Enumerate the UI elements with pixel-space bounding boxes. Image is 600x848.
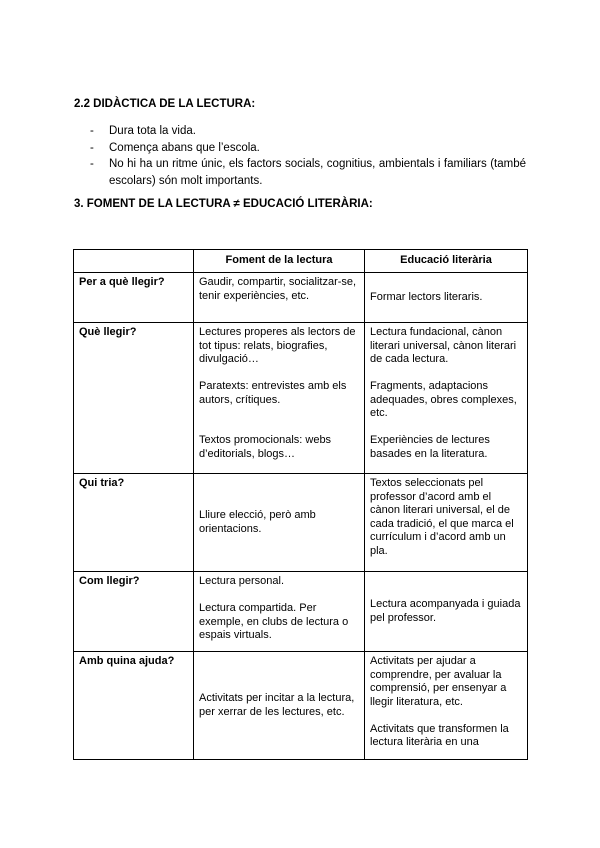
section-3-heading: 3. FOMENT DE LA LECTURA ≠ EDUCACIÓ LITERÀRIA: [74,198,373,210]
table-header-row [74,250,528,273]
list-item [90,123,526,140]
row-label: Qui tria? [74,474,194,572]
cell-paragraph: Textos seleccionats pel professor d’acord amb el cànon literari universal, el de cada tradició, el que marca el currículum i d’acord amb un pla. [370,477,514,557]
educacio-cell [365,273,528,323]
cell-paragraph: Paratexts: entrevistes amb els autors, crítiques. [199,380,347,406]
foment-cell [194,652,365,760]
cell-paragraph: Lectura compartida. Per exemple, en clubs de lectura o espais virtuals. [199,602,349,641]
table-row [74,474,528,572]
cell-paragraph: Lectura acompanyada i guiada pel professor. [370,598,521,624]
educacio-cell [365,572,528,652]
row-label: Com llegir? [74,572,194,652]
header-foment: Foment de la lectura [194,250,365,273]
foment-cell [194,273,365,323]
list-item-text: Dura tota la vida. [109,125,196,137]
bullet-dash: - [90,125,94,137]
educacio-cell [365,323,528,474]
list-item [90,156,526,189]
cell-paragraph: Activitats per incitar a la lectura, per xerrar de les lectures, etc. [199,692,355,718]
header-educacio: Educació literària [365,250,528,273]
foment-cell [194,572,365,652]
section-2-2-heading: 2.2 DIDÀCTICA DE LA LECTURA: [74,98,256,110]
cell-paragraph: Lectures properes als lectors de tot tipus: relats, biografies, divulgació… [199,326,356,365]
foment-cell [194,474,365,572]
bullet-dash: - [90,158,94,170]
cell-paragraph: Fragments, adaptacions adequades, obres complexes, etc. [370,380,517,419]
cell-paragraph: Activitats que transformen la lectura literària en una [370,722,509,748]
table-row [74,572,528,652]
row-label: Amb quina ajuda? [74,652,194,760]
table-row [74,323,528,474]
list-item-text: Comença abans que l’escola. [109,141,260,154]
table-row [74,273,528,323]
cell-paragraph: Gaudir, compartir, socialitzar-se, tenir experiències, etc. [199,276,357,302]
cell-paragraph: Lectura personal. [199,575,284,587]
foment-cell [194,323,365,474]
cell-paragraph: Lliure elecció, però amb orientacions. [199,509,316,535]
educacio-cell [365,474,528,572]
table-row [74,652,528,760]
row-label: Què llegir? [74,323,194,474]
reading-didactics-list [90,123,526,189]
row-label: Per a què llegir? [74,273,194,323]
cell-paragraph: Activitats per ajudar a comprendre, per avaluar la comprensió, per ensenyar a llegir literatura, etc. [370,655,507,708]
list-item [90,140,526,157]
cell-paragraph: Experiències de lectures basades en la literatura. [370,434,490,460]
educacio-cell [365,652,528,760]
header-empty-cell [74,250,194,273]
list-item-text: No hi ha un ritme únic, els factors socials, cognitius, ambientals i familiars (també escolars) són molt importants. [109,158,526,187]
cell-paragraph: Lectura fundacional, cànon literari universal, cànon literari de cada lectura. [370,326,517,365]
bullet-dash: - [90,141,94,154]
cell-paragraph: Textos promocionals: webs d’editorials, blogs… [199,434,332,460]
comparison-table [73,249,528,760]
cell-paragraph: Formar lectors literaris. [370,290,483,303]
